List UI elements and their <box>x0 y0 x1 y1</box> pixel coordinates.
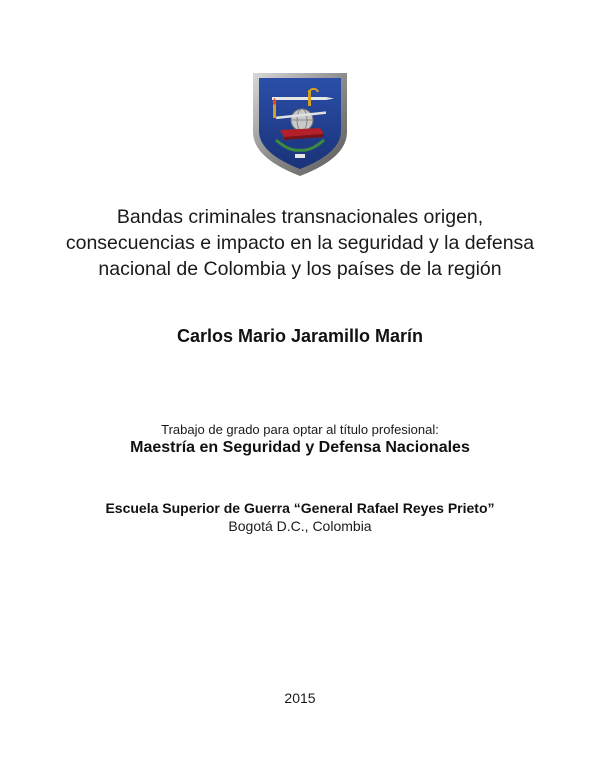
school-name: Escuela Superior de Guerra “General Rafael Reyes Prieto” <box>105 500 495 516</box>
degree-name: Maestría en Seguridad y Defensa Nacionales <box>130 439 470 456</box>
document-title: Bandas criminales transnacionales origen, consecuencias e impacto en la seguridad y la defensa nacional de Colombia y los países de la región <box>65 206 535 280</box>
author-name: Carlos Mario Jaramillo Marín <box>176 326 424 346</box>
publication-year: 2015 <box>284 690 316 706</box>
city-name: Bogotá D.C., Colombia <box>228 518 372 534</box>
degree-intro-text: Trabajo de grado para optar al título profesional: <box>161 422 439 437</box>
school-crest-shield-icon <box>250 70 350 178</box>
